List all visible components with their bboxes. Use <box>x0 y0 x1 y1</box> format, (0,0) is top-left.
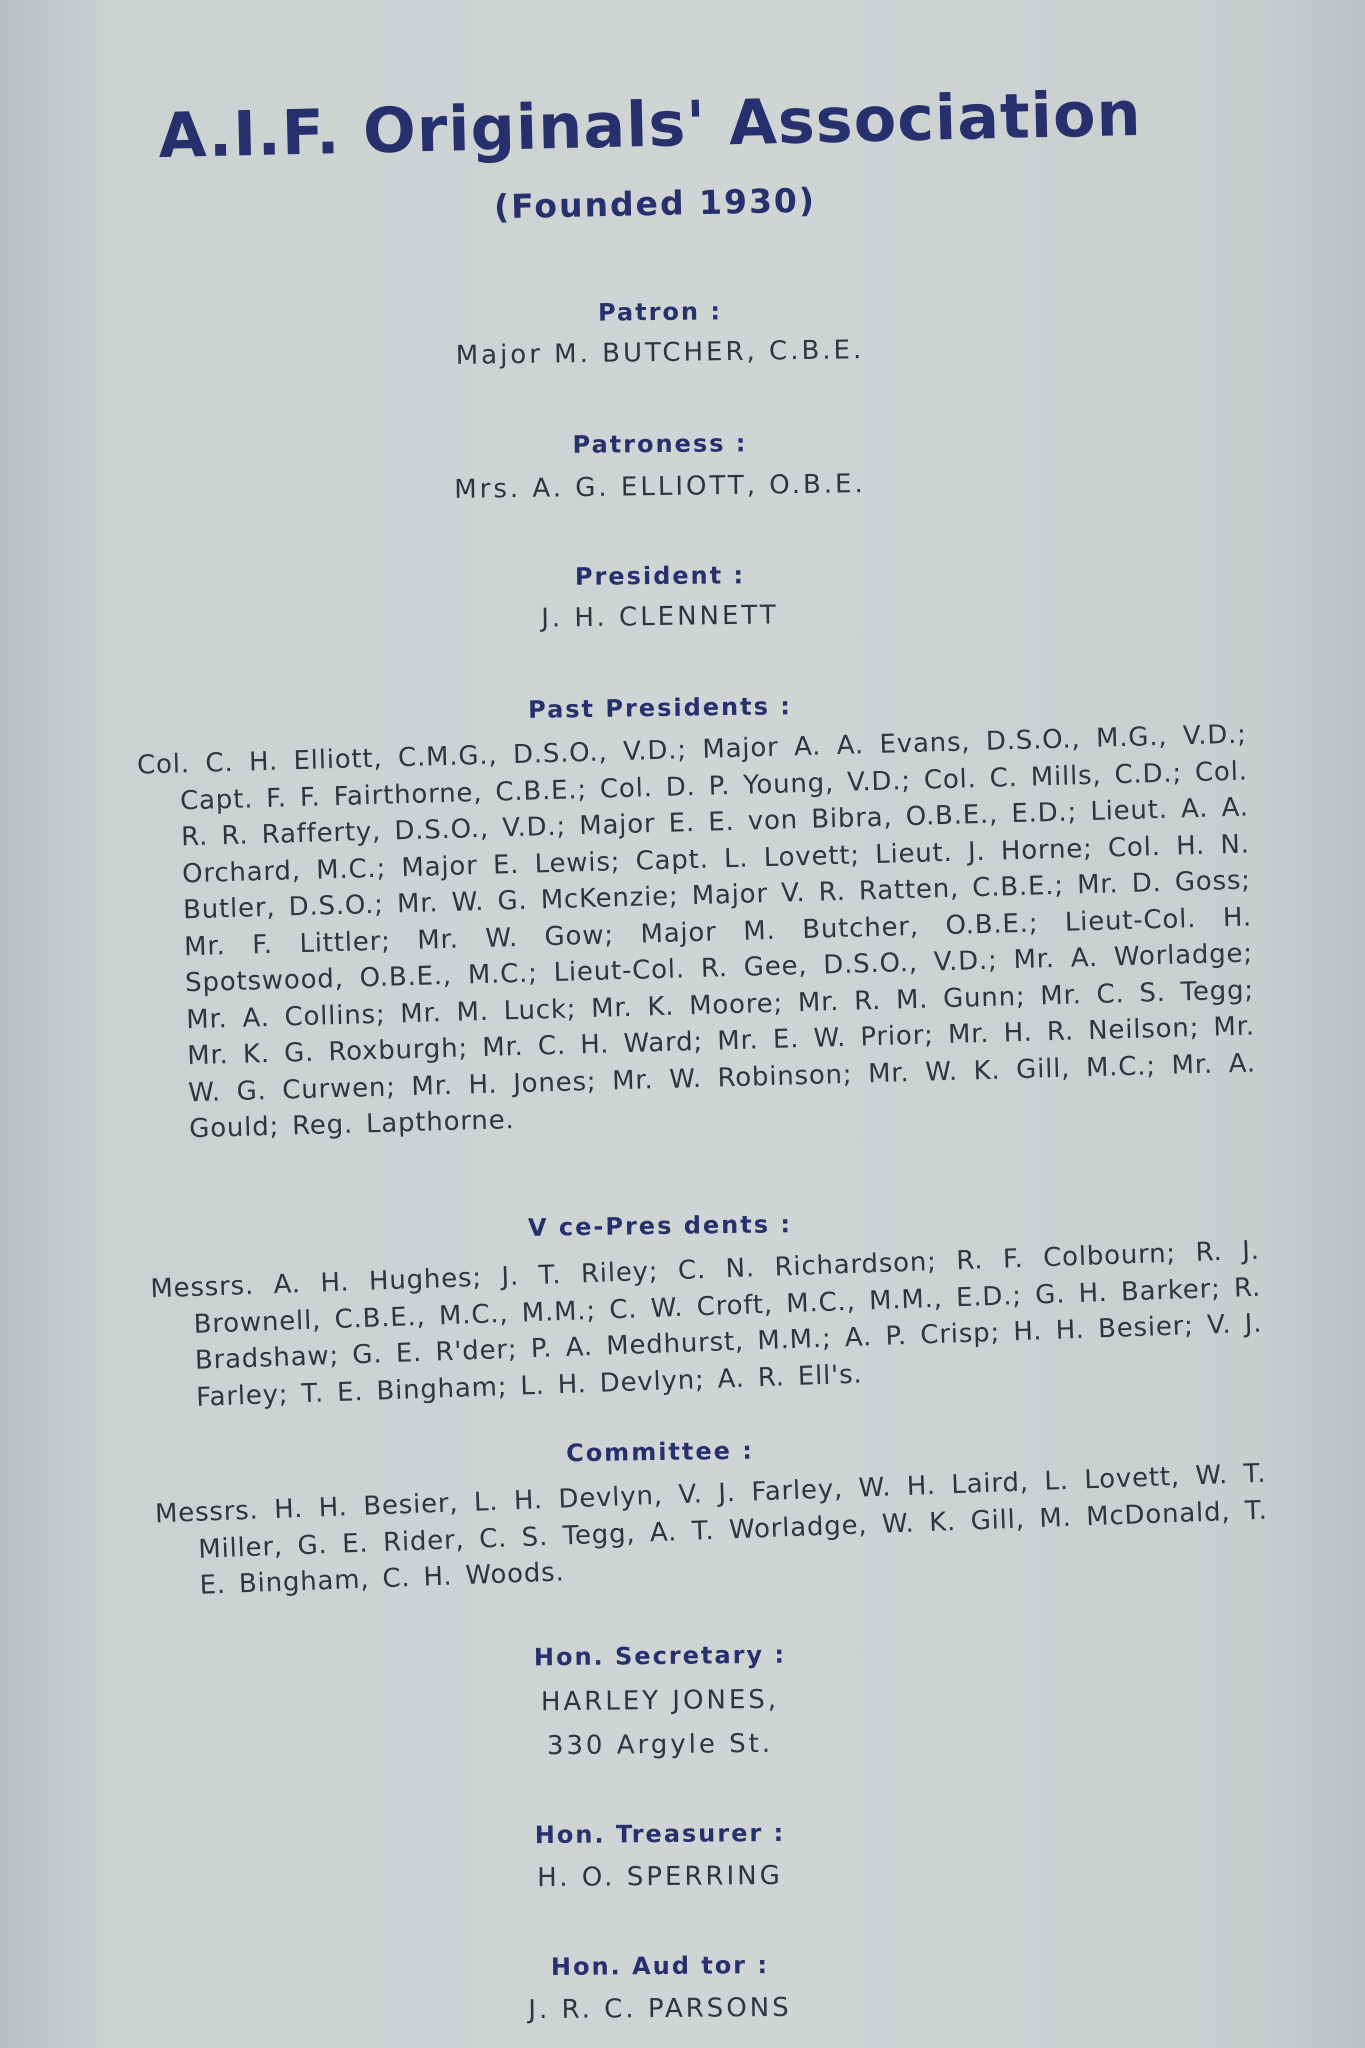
president-heading: President : <box>574 561 746 591</box>
vice-presidents-heading: V ce-Pres dents : <box>527 1210 793 1242</box>
page-title: A.I.F. Originals' Association <box>157 76 1143 173</box>
president-name: J. H. CLENNETT <box>541 600 779 634</box>
secretary-heading: Hon. Secretary : <box>533 1640 787 1672</box>
past-presidents-heading: Past Presidents : <box>527 692 793 724</box>
secretary-address: 330 Argyle St. <box>546 1728 774 1762</box>
auditor-heading: Hon. Aud tor : <box>550 1951 770 1981</box>
patron-name: Major M. BUTCHER, C.B.E. <box>455 335 865 371</box>
vice-presidents-list <box>150 1233 1264 1418</box>
past-presidents-text: Col. C. H. Elliott, C.M.G., D.S.O., V.D.; Major A. A. Evans, D.S.O., M.G., V.D.; Capt. F. F. Fairthorne, C.B.E.; Col. D. P. Young, V.D.; Col. C. Mills, C.D.; Col. R. R. Rafferty, D.S.O., V.D.; Major E. E. von Bibra, O.B.E., E.D.; Lieut. A. A. Orchard, M.C.; Major E. Lewis; Capt. L. Lovett; Lieut. J. Horne; Col. H. N. Butler, D.S.O.; Mr. W. G. McKenzie; Major V. R. Ratten, C.B.E.; Mr. D. Goss; Mr. F. Littler; Mr. W. Gow; Major M. Butcher, O.B.E.; Lieut-Col. H. Spotswood, O.B.E., M.C.; Lieut-Col. R. Gee, D.S.O., V.D.; Mr. A. Worladge; Mr. A. Collins; Mr. M. Luck; Mr. K. Moore; Mr. R. M. Gunn; Mr. C. S. Tegg; Mr. K. G. Roxburgh; Mr. C. H. Ward; Mr. E. W. Prior; Mr. H. R. Neilson; Mr. W. G. Curwen; Mr. H. Jones; Mr. W. Robinson; Mr. W. K. Gill, M.C.; Mr. A. Gould; Reg. Lapthorne. <box>136 719 1257 1145</box>
treasurer-heading: Hon. Treasurer : <box>534 1818 786 1850</box>
page-subtitle: (Founded 1930) <box>493 180 817 227</box>
committee-list <box>154 1456 1269 1606</box>
patron-heading: Patron : <box>597 297 723 327</box>
past-presidents-list <box>137 717 1258 1149</box>
secretary-name: HARLEY JONES, <box>540 1684 780 1718</box>
auditor-name: J. R. C. PARSONS <box>528 1992 792 2026</box>
treasurer-name: H. O. SPERRING <box>537 1860 783 1894</box>
patroness-heading: Patroness : <box>572 429 748 459</box>
vice-presidents-text: Messrs. A. H. Hughes; J. T. Riley; C. N. Richardson; R. F. Colbourn; R. J. Brownell, C.B.E., M.C., M.M.; C. W. Croft, M.C., M.M., E.D.; G. H. Barker; R. Bradshaw; G. E. R'der; P. A. Medhurst, M.M.; A. P. Crisp; H. H. Besier; V. J. Farley; T. E. Bingham; L. H. Devlyn; A. R. Ell's. <box>149 1235 1263 1413</box>
committee-text: Messrs. H. H. Besier, L. H. Devlyn, V. J. Farley, W. H. Laird, L. Lovett, W. T. Miller, G. E. Rider, C. S. Tegg, A. T. Worladge, W. K. Gill, M. McDonald, T. E. Bingham, C. H. Woods. <box>154 1458 1269 1601</box>
patroness-name: Mrs. A. G. ELLIOTT, O.B.E. <box>454 469 866 505</box>
committee-heading: Committee : <box>565 1436 755 1468</box>
